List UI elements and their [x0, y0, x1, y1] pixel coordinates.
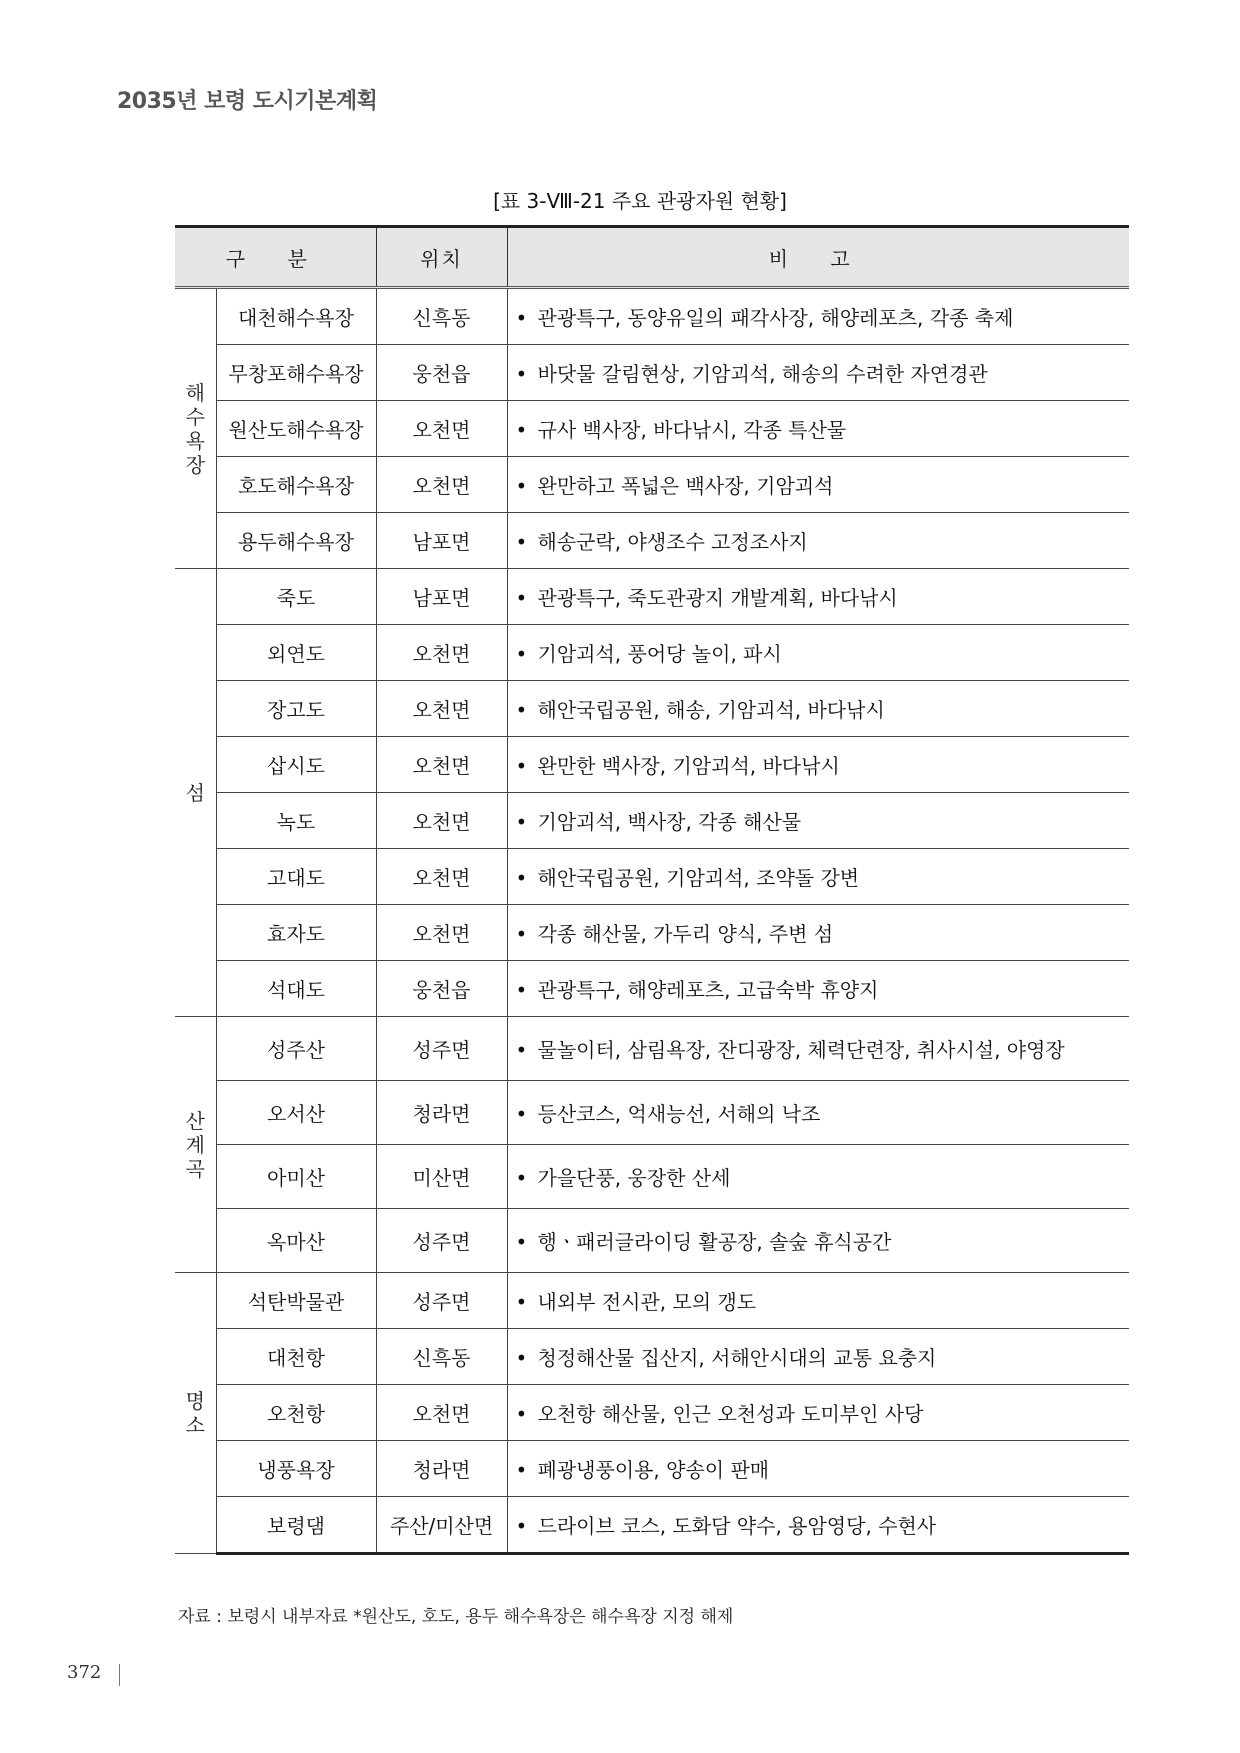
note-cell	[507, 401, 1129, 457]
location-cell: 웅천읍	[376, 345, 507, 401]
note-text: 관광특구, 동양유일의 패각사장, 해양레포츠, 각종 축제	[537, 306, 1014, 330]
resource-name-cell: 용두해수욕장	[216, 513, 376, 569]
location-cell: 신흑동	[376, 1329, 507, 1385]
location-cell: 웅천읍	[376, 961, 507, 1017]
resource-name-cell: 원산도해수욕장	[216, 401, 376, 457]
resource-name-cell: 무창포해수욕장	[216, 345, 376, 401]
column-header-area: 구 분	[175, 227, 376, 288]
note-text: 바닷물 갈림현상, 기암괴석, 해송의 수려한 자연경관	[537, 362, 988, 386]
table-row	[175, 849, 1129, 905]
resource-name-cell: 대천항	[216, 1329, 376, 1385]
table-body	[175, 288, 1129, 1554]
bullet-icon: •	[515, 1458, 528, 1482]
resource-name-cell: 호도해수욕장	[216, 457, 376, 513]
bullet-icon: •	[515, 306, 528, 330]
note-cell	[507, 345, 1129, 401]
bullet-icon: •	[515, 1346, 528, 1370]
table-row	[175, 569, 1129, 625]
location-cell: 성주면	[376, 1209, 507, 1273]
note-text: 등산코스, 억새능선, 서해의 낙조	[537, 1102, 821, 1126]
table-header-row	[175, 227, 1129, 288]
category-cell: 섬	[175, 569, 216, 1017]
note-text: 물놀이터, 삼림욕장, 잔디광장, 체력단련장, 취사시설, 야영장	[537, 1038, 1065, 1062]
table-row	[175, 513, 1129, 569]
note-cell	[507, 513, 1129, 569]
note-text: 각종 해산물, 가두리 양식, 주변 섬	[537, 922, 834, 946]
table-row	[175, 905, 1129, 961]
table-caption: [표 3-Ⅷ-21 주요 관광자원 현황]	[493, 189, 787, 213]
bullet-icon: •	[515, 754, 528, 778]
resource-name-cell: 아미산	[216, 1145, 376, 1209]
bullet-icon: •	[515, 530, 528, 554]
bullet-icon: •	[515, 978, 528, 1002]
location-cell: 오천면	[376, 625, 507, 681]
document-header-title: 2035년 보령 도시기본계획	[117, 89, 378, 114]
resource-name-cell: 외연도	[216, 625, 376, 681]
note-cell	[507, 1081, 1129, 1145]
note-text: 드라이브 코스, 도화담 약수, 용암영당, 수현사	[537, 1514, 937, 1538]
table-row	[175, 681, 1129, 737]
table-row	[175, 793, 1129, 849]
note-cell	[507, 1017, 1129, 1081]
note-text: 관광특구, 죽도관광지 개발계획, 바다낚시	[537, 586, 898, 610]
table-row	[175, 1441, 1129, 1497]
bullet-icon: •	[515, 1166, 528, 1190]
note-text: 폐광냉풍이용, 양송이 판매	[537, 1458, 770, 1482]
table-row	[175, 1081, 1129, 1145]
note-cell	[507, 288, 1129, 345]
note-cell	[507, 1329, 1129, 1385]
bullet-icon: •	[515, 362, 528, 386]
location-cell: 오천면	[376, 905, 507, 961]
resource-name-cell: 옥마산	[216, 1209, 376, 1273]
note-cell	[507, 1385, 1129, 1441]
resource-name-cell: 석탄박물관	[216, 1273, 376, 1329]
note-text: 완만한 백사장, 기암괴석, 바다낚시	[537, 754, 840, 778]
note-text: 행ㆍ패러글라이딩 활공장, 솔숲 휴식공간	[537, 1230, 892, 1254]
note-text: 관광특구, 해양레포츠, 고급숙박 휴양지	[537, 978, 879, 1002]
location-cell: 성주면	[376, 1273, 507, 1329]
note-text: 해안국립공원, 기암괴석, 조약돌 강변	[537, 866, 860, 890]
resource-name-cell: 석대도	[216, 961, 376, 1017]
page-number: 372	[67, 1662, 102, 1683]
source-note: 자료 : 보령시 내부자료 *원산도, 호도, 용두 해수욕장은 해수욕장 지정 해제	[178, 1607, 734, 1627]
note-cell	[507, 625, 1129, 681]
note-text: 기암괴석, 백사장, 각종 해산물	[537, 810, 802, 834]
location-cell: 남포면	[376, 513, 507, 569]
location-cell: 오천면	[376, 401, 507, 457]
resource-name-cell: 냉풍욕장	[216, 1441, 376, 1497]
table-row	[175, 457, 1129, 513]
column-header-location: 위치	[376, 227, 507, 288]
note-text: 가을단풍, 웅장한 산세	[537, 1166, 731, 1190]
note-text: 기암괴석, 풍어당 놀이, 파시	[537, 642, 782, 666]
location-cell: 성주면	[376, 1017, 507, 1081]
bullet-icon: •	[515, 586, 528, 610]
table-row	[175, 288, 1129, 345]
resource-name-cell: 오서산	[216, 1081, 376, 1145]
table-row	[175, 345, 1129, 401]
note-text: 해송군락, 야생조수 고정조사지	[537, 530, 808, 554]
resource-name-cell: 삽시도	[216, 737, 376, 793]
bullet-icon: •	[515, 1290, 528, 1314]
location-cell: 오천면	[376, 1385, 507, 1441]
category-cell: 명 소	[175, 1273, 216, 1554]
note-cell	[507, 849, 1129, 905]
bullet-icon: •	[515, 698, 528, 722]
table-row	[175, 1209, 1129, 1273]
bullet-icon: •	[515, 418, 528, 442]
note-cell	[507, 1273, 1129, 1329]
location-cell: 오천면	[376, 681, 507, 737]
bullet-icon: •	[515, 1230, 528, 1254]
note-cell	[507, 1497, 1129, 1554]
note-cell	[507, 457, 1129, 513]
note-cell	[507, 737, 1129, 793]
bullet-icon: •	[515, 810, 528, 834]
location-cell: 청라면	[376, 1441, 507, 1497]
note-text: 규사 백사장, 바다낚시, 각종 특산물	[537, 418, 847, 442]
table-row	[175, 1017, 1129, 1081]
tourism-resources-table	[175, 225, 1129, 1555]
bullet-icon: •	[515, 642, 528, 666]
resource-name-cell: 성주산	[216, 1017, 376, 1081]
resource-name-cell: 보령댐	[216, 1497, 376, 1554]
note-cell	[507, 1209, 1129, 1273]
resource-name-cell: 오천항	[216, 1385, 376, 1441]
resource-name-cell: 죽도	[216, 569, 376, 625]
category-cell: 해 수 욕 장	[175, 288, 216, 569]
bullet-icon: •	[515, 922, 528, 946]
bullet-icon: •	[515, 474, 528, 498]
table-row	[175, 961, 1129, 1017]
location-cell: 미산면	[376, 1145, 507, 1209]
note-text: 내외부 전시관, 모의 갱도	[537, 1290, 757, 1314]
page-number-divider	[119, 1664, 120, 1686]
table-row	[175, 401, 1129, 457]
bullet-icon: •	[515, 1402, 528, 1426]
note-cell	[507, 569, 1129, 625]
location-cell: 오천면	[376, 849, 507, 905]
resource-name-cell: 효자도	[216, 905, 376, 961]
resource-name-cell: 장고도	[216, 681, 376, 737]
bullet-icon: •	[515, 1102, 528, 1126]
note-cell	[507, 1145, 1129, 1209]
bullet-icon: •	[515, 866, 528, 890]
note-cell	[507, 961, 1129, 1017]
column-header-note: 비 고	[507, 227, 1129, 288]
note-text: 오천항 해산물, 인근 오천성과 도미부인 사당	[537, 1402, 924, 1426]
table-row	[175, 1385, 1129, 1441]
table-row	[175, 1329, 1129, 1385]
note-cell	[507, 905, 1129, 961]
location-cell: 오천면	[376, 737, 507, 793]
location-cell: 주산/미산면	[376, 1497, 507, 1554]
location-cell: 청라면	[376, 1081, 507, 1145]
location-cell: 오천면	[376, 457, 507, 513]
note-cell	[507, 793, 1129, 849]
resource-name-cell: 대천해수욕장	[216, 288, 376, 345]
note-text: 청정해산물 집산지, 서해안시대의 교통 요충지	[537, 1346, 937, 1370]
table-row	[175, 1273, 1129, 1329]
location-cell: 남포면	[376, 569, 507, 625]
resource-name-cell: 고대도	[216, 849, 376, 905]
location-cell: 신흑동	[376, 288, 507, 345]
resource-name-cell: 녹도	[216, 793, 376, 849]
note-cell	[507, 1441, 1129, 1497]
note-text: 해안국립공원, 해송, 기암괴석, 바다낚시	[537, 698, 885, 722]
table-row	[175, 1145, 1129, 1209]
table-row	[175, 1497, 1129, 1554]
note-text: 완만하고 폭넓은 백사장, 기암괴석	[537, 474, 834, 498]
note-cell	[507, 681, 1129, 737]
location-cell: 오천면	[376, 793, 507, 849]
bullet-icon: •	[515, 1038, 528, 1062]
table-row	[175, 625, 1129, 681]
bullet-icon: •	[515, 1514, 528, 1538]
table-row	[175, 737, 1129, 793]
category-cell: 산 계 곡	[175, 1017, 216, 1273]
